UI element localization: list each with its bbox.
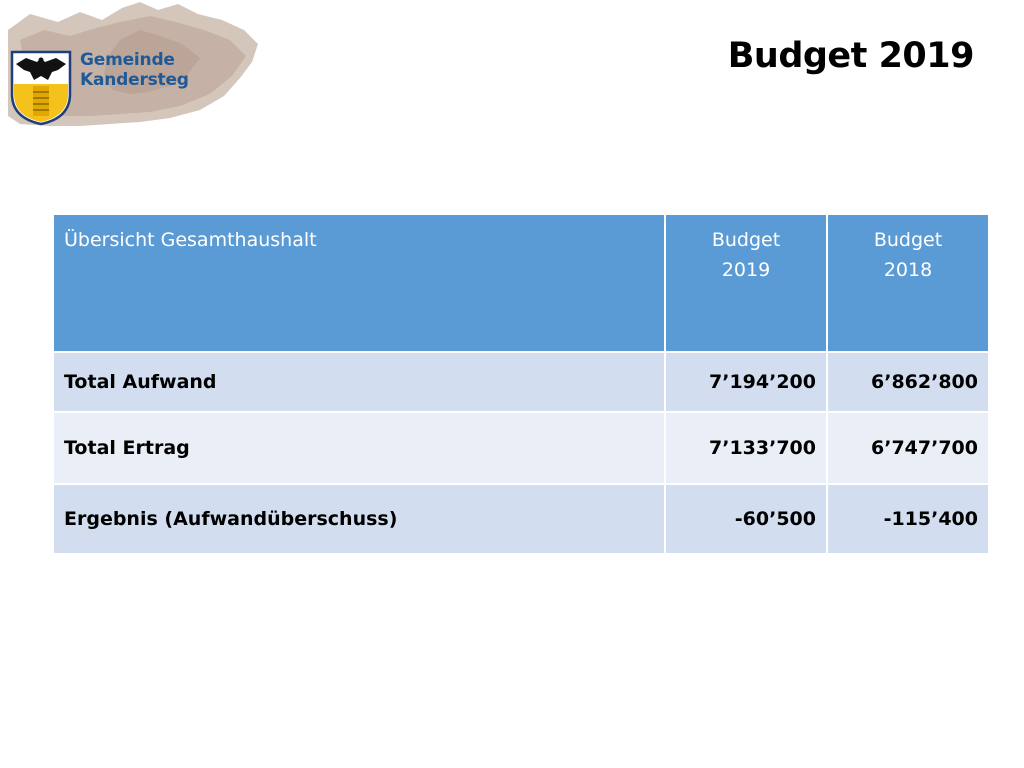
row-budget-2019: 7’133’700 bbox=[665, 412, 827, 484]
table-row bbox=[53, 352, 989, 412]
slide-title: Budget 2019 bbox=[727, 36, 974, 76]
row-label: Total Aufwand bbox=[53, 352, 665, 412]
table-header-row bbox=[53, 214, 989, 352]
municipality-logo bbox=[0, 0, 262, 128]
logo-text bbox=[80, 50, 189, 90]
header-budget-2019 bbox=[665, 214, 827, 352]
coat-of-arms-icon bbox=[12, 52, 70, 124]
header-budget-2019-line-2: 2019 bbox=[721, 259, 771, 281]
row-budget-2018: 6’747’700 bbox=[827, 412, 989, 484]
row-label: Ergebnis (Aufwandüberschuss) bbox=[53, 484, 665, 554]
header-overview bbox=[53, 214, 665, 352]
header-budget-2018 bbox=[827, 214, 989, 352]
header-budget-2019-line-1: Budget bbox=[711, 229, 781, 251]
table-row bbox=[53, 484, 989, 554]
logo-line-2: Kandersteg bbox=[80, 70, 189, 90]
row-budget-2018: 6’862’800 bbox=[827, 352, 989, 412]
header-budget-2018-line-2: 2018 bbox=[883, 259, 933, 281]
row-label: Total Ertrag bbox=[53, 412, 665, 484]
row-budget-2018: -115’400 bbox=[827, 484, 989, 554]
row-budget-2019: 7’194’200 bbox=[665, 352, 827, 412]
row-budget-2019: -60’500 bbox=[665, 484, 827, 554]
logo-line-1: Gemeinde bbox=[80, 50, 175, 70]
table-row bbox=[53, 412, 989, 484]
budget-table bbox=[52, 213, 990, 555]
header-overview-label: Übersicht Gesamthaushalt bbox=[64, 229, 317, 251]
header-budget-2018-line-1: Budget bbox=[873, 229, 943, 251]
